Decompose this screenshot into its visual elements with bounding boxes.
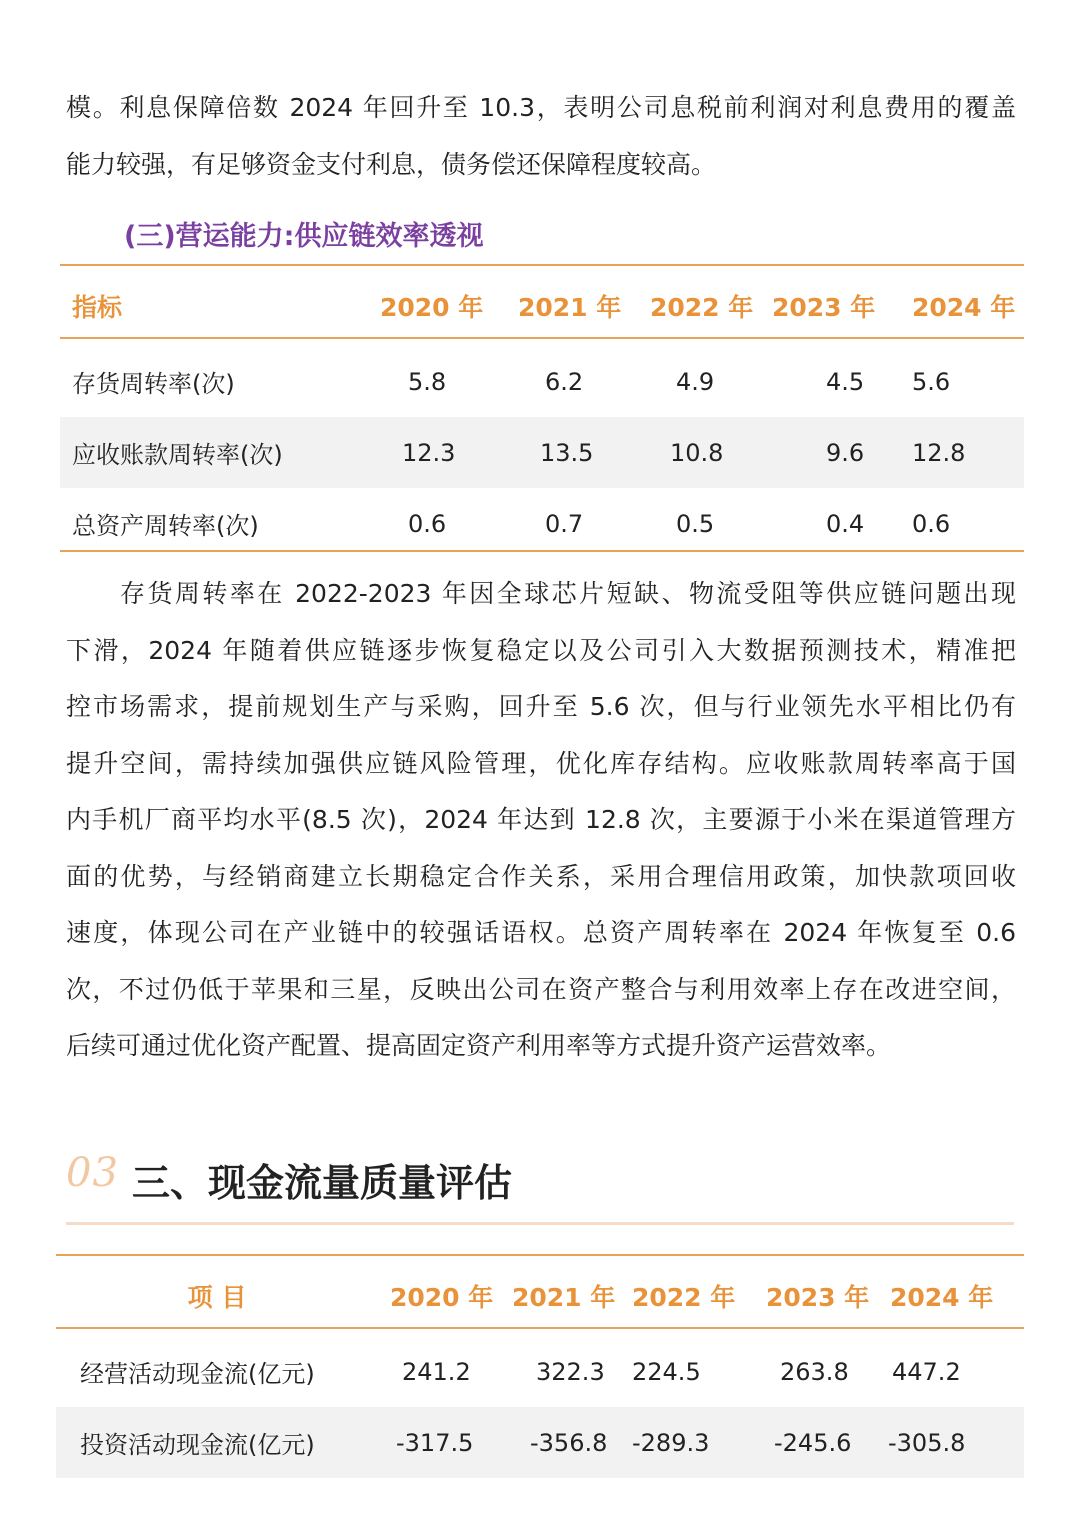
cell-value: 5.6 [912,367,951,396]
paragraph-line: 次，不过仍低于苹果和三星，反映出公司在资产整合与利用效率上存在改进空间， [66,974,1016,1004]
table-row [56,1407,1024,1478]
cell-value: 0.6 [912,509,951,538]
table-bottom-rule [60,550,1024,552]
cell-value: 4.5 [826,367,865,396]
cell-value: 0.7 [545,509,584,538]
table-row [60,417,1024,488]
cashflow-table [56,1256,1024,1478]
cell-value: 0.4 [826,509,865,538]
row-label: 存货周转率(次) [72,370,235,398]
row-label: 投资活动现金流(亿元) [56,1407,378,1478]
cell-value: 10.8 [650,417,772,488]
header-indicator: 指标 [72,293,123,322]
cell-value: 0.6 [408,509,447,538]
header-year: 2022 年 [632,1283,736,1312]
row-label: 应收账款周转率(次) [60,417,380,488]
cell-value: -289.3 [632,1407,766,1478]
paragraph-line: 面的优势，与经销商建立长期稳定合作关系，采用合理信用政策，加快款项回收 [66,861,1016,891]
table-row [56,1336,1024,1407]
cell-value: 9.6 [772,417,912,488]
section-title: 三、现金流量质量评估 [132,1161,513,1205]
cell-value: 263.8 [780,1357,849,1386]
section-divider [66,1222,1014,1225]
table-header-row [56,1256,1024,1336]
header-year: 2023 年 [766,1283,870,1312]
header-year: 2024 年 [890,1283,994,1312]
cell-value: 12.3 [380,417,518,488]
cell-value: 5.8 [408,367,447,396]
section-number: 03 [66,1150,119,1196]
table-header-rule [60,337,1024,339]
paragraph-line: 控市场需求，提前规划生产与采购，回升至 5.6 次，但与行业领先水平相比仍有 [66,692,1016,721]
header-year: 2022 年 [650,293,754,322]
paragraph-line: 下滑，2024 年随着供应链逐步恢复稳定以及公司引入大数据预测技术，精准把 [66,635,1016,665]
cell-value: -305.8 [880,1407,1024,1478]
header-year: 2021 年 [518,293,622,322]
cell-value: -245.6 [766,1407,880,1478]
cell-value: -356.8 [512,1407,632,1478]
row-label: 经营活动现金流(亿元) [80,1360,315,1388]
table-row [60,488,1024,559]
paragraph-line: 后续可通过优化资产配置、提高固定资产利用率等方式提升资产运营效率。 [66,1031,892,1060]
header-year: 2023 年 [772,293,876,322]
operating-ratio-table [60,266,1024,559]
header-year: 2020 年 [390,1283,494,1312]
row-label: 总资产周转率(次) [72,512,259,540]
paragraph-line: 模。利息保障倍数 2024 年回升至 10.3，表明公司息税前利润对利息费用的覆盖 [66,93,1016,122]
table-header-row [60,266,1024,346]
intro-paragraph [66,80,1016,193]
paragraph-line: 存货周转率在 2022-2023 年因全球芯片短缺、物流受阻等供应链问题出现 [120,579,1016,608]
cell-value: 13.5 [518,417,650,488]
cell-value: 447.2 [892,1357,961,1386]
operating-section-heading: (三)营运能力:供应链效率透视 [124,221,484,252]
cell-value: 4.9 [676,367,715,396]
cell-value: 224.5 [632,1357,701,1386]
cell-value: 6.2 [545,367,584,396]
cell-value: 0.5 [676,509,715,538]
cell-value: 12.8 [912,417,1024,488]
table-row [60,346,1024,417]
paragraph-line: 能力较强，有足够资金支付利息，债务偿还保障程度较高。 [66,149,717,179]
cell-value: 322.3 [536,1357,605,1386]
header-item: 项 目 [187,1283,247,1312]
header-year: 2021 年 [512,1283,616,1312]
table-header-rule [56,1327,1024,1329]
header-year: 2020 年 [380,293,484,322]
analysis-paragraph [66,566,1016,1075]
paragraph-line: 提升空间，需持续加强供应链风险管理，优化库存结构。应收账款周转率高于国 [66,748,1016,778]
paragraph-line: 速度，体现公司在产业链中的较强话语权。总资产周转率在 2024 年恢复至 0.6 [66,918,1016,947]
cell-value: 241.2 [402,1357,471,1386]
cell-value: -317.5 [378,1407,512,1478]
paragraph-line: 内手机厂商平均水平(8.5 次)，2024 年达到 12.8 次，主要源于小米在渠道管理方 [66,805,1016,834]
header-year: 2024 年 [912,293,1016,322]
